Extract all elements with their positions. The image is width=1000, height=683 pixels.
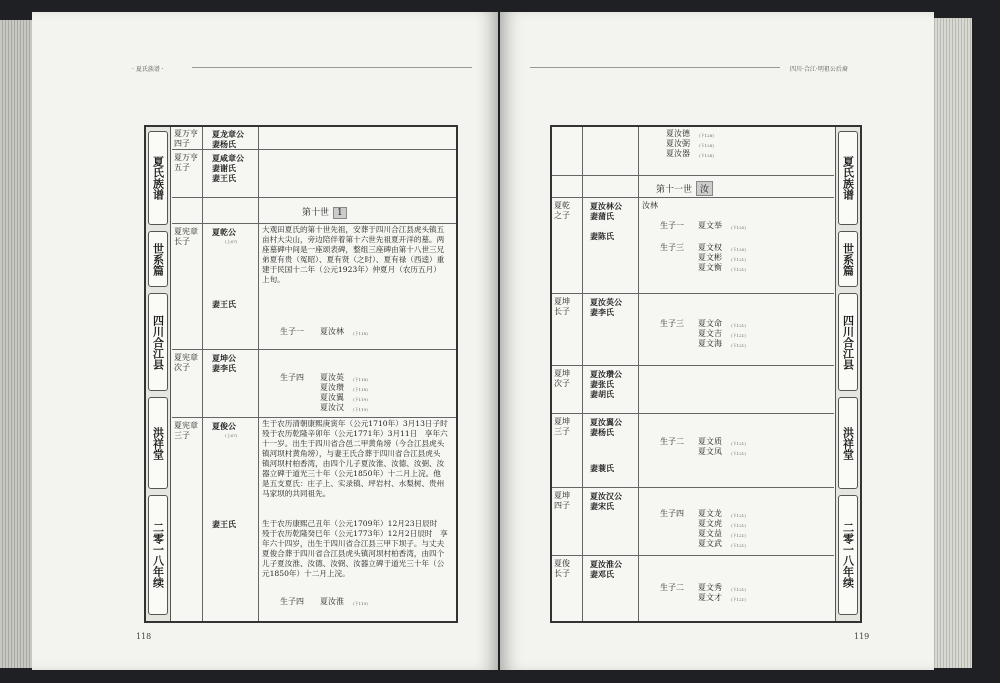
generation-label: 第十世 (302, 208, 330, 218)
cross-ref: (下120) (731, 247, 746, 252)
son-name: 夏文吉 (698, 329, 722, 338)
genealogy-frame-left (144, 125, 458, 623)
row-divider (172, 349, 456, 350)
member-cell: 夏汝汉公 妻宋氏 (590, 491, 622, 511)
parent-cell: 夏宪章 三子 (174, 421, 198, 440)
page-number-left: 118 (136, 632, 152, 641)
row-divider (552, 197, 834, 198)
sons-count: 生子三 (660, 243, 684, 252)
wife-biography: 生于农历康熙己丑年（公元1709年）12月23日辰时 殁于农历乾隆癸巳年（公元1773年）12月2日辰时 享年六十四岁，出生于四川省合江县三甲下坝子。与丈夫夏俊合葬于四川省合江县虎头镇河坝村柏香湾，由四个儿子夏汝淮、汝德、汝弼、汝器立碑于道光三十年（公元1850年）十二月上浣。 (262, 519, 448, 578)
son-name: 夏文质 (698, 437, 722, 446)
page-number-right: 119 (854, 632, 870, 641)
son-name: 夏文龙 (698, 509, 722, 518)
row-divider (552, 175, 834, 176)
generation-heading (302, 205, 347, 219)
cross-ref: (下128) (699, 133, 714, 138)
cross-ref: (下119) (353, 601, 368, 606)
sidebar-title: 夏氏族谱 (148, 131, 168, 225)
sons-count: 生子二 (660, 583, 684, 592)
son-name: 夏文权 (698, 243, 722, 252)
parent-cell: 夏坤 三子 (554, 417, 570, 436)
son-name: 夏文凤 (698, 447, 722, 456)
cross-ref: (下118) (353, 387, 368, 392)
son-name: 夏汝德 (666, 129, 690, 138)
row-divider (552, 487, 834, 488)
row-divider (172, 223, 456, 224)
column-divider (638, 127, 639, 621)
son-name: 夏汝林 (320, 327, 344, 336)
header-rule (530, 67, 780, 68)
son-name: 夏文武 (698, 539, 722, 548)
son-name: 夏文命 (698, 319, 722, 328)
son-name: 夏文秀 (698, 583, 722, 592)
son-name: 夏文益 (698, 529, 722, 538)
son-name: 夏文彬 (698, 253, 722, 262)
cross-ref: (下121) (731, 451, 746, 456)
sons-count: 生子一 (660, 221, 684, 230)
left-page (32, 12, 498, 670)
sons-count: 生子四 (280, 597, 304, 606)
sons-count: 生子一 (280, 327, 304, 336)
row-divider (172, 197, 456, 198)
parent-cell: 夏坤 次子 (554, 369, 570, 388)
cross-ref: (下121) (731, 543, 746, 548)
genealogy-frame-right (550, 125, 862, 623)
sidebar-hall: 洪祥堂 (838, 397, 858, 489)
book-edge-right (932, 18, 972, 668)
parent-cell: 夏宪章 长子 (174, 227, 198, 246)
sons-count: 生子二 (660, 437, 684, 446)
running-head-right: 四川·合江·明祖公后裔 (790, 66, 848, 73)
row-divider (552, 555, 834, 556)
cross-ref: (下121) (731, 513, 746, 518)
book-edge-left (0, 20, 32, 668)
cross-ref: (上67) (225, 433, 238, 438)
member-cell: 夏汝翼公 妻杨氏 (590, 417, 622, 437)
cross-ref: (下118) (353, 331, 368, 336)
cross-ref: (下120) (731, 225, 746, 230)
cross-ref: (下121) (731, 323, 746, 328)
sidebar-right (835, 127, 860, 621)
cross-ref: (下121) (731, 441, 746, 446)
sidebar-section: 世系篇 (838, 231, 858, 287)
member-cell: 夏汝英公 妻李氏 (590, 297, 622, 317)
son-name: 夏文虎 (698, 519, 722, 528)
son-name: 夏文衡 (698, 263, 722, 272)
member-cell: 夏坤公 妻李氏 (212, 353, 236, 373)
header-rule (192, 67, 472, 68)
cross-ref: (上67) (225, 239, 238, 244)
sons-count: 生子三 (660, 319, 684, 328)
cross-ref: (下121) (731, 343, 746, 348)
member-cell: 夏汝林公 妻蒲氏 (590, 201, 622, 221)
generation-label: 第十一世 (656, 185, 693, 195)
biography: 大观田夏氏的第十世先祖，安葬于四川合江县虎头镇五亩村大尖山，旁边陪伴着第十六世先祖夏开洋的墓。两座墓碑中间是一座颂表碑，整组三座碑由第十八世三兄弟夏有贵（冤昭）、夏有贤（之时）、夏有禄（西逵）重建于民国十二年（公元1923年）仲夏月（农历五月）上旬。 (262, 225, 445, 284)
row-divider (552, 365, 834, 366)
cross-ref: (下121) (731, 533, 746, 538)
genealogy-grid-left (172, 127, 456, 621)
sidebar-edition: 二零一八年续 (148, 495, 168, 615)
cross-ref: (下128) (699, 143, 714, 148)
parent-cell: 夏坤 四子 (554, 491, 570, 510)
parent-cell: 夏乾 之子 (554, 201, 570, 220)
column-divider (258, 127, 259, 621)
member-name: 夏俊公 (212, 421, 236, 431)
sidebar-hall: 洪祥堂 (148, 397, 168, 489)
wife-name: 妻王氏 (212, 519, 236, 529)
row-divider (552, 293, 834, 294)
cross-ref: (下118) (353, 377, 368, 382)
son-name: 夏汝翼 (320, 393, 344, 402)
member-cell: 夏龙章公 妻杨氏 (212, 129, 244, 149)
son-name: 夏汝瓒 (320, 383, 344, 392)
sons-count: 生子四 (660, 509, 684, 518)
member-cell: 夏汝瓒公 妻张氏 妻胡氏 (590, 369, 622, 399)
cross-ref: (下119) (353, 397, 368, 402)
member-cell: 夏咸章公 妻谢氏 妻王氏 (212, 153, 244, 183)
column-divider (582, 127, 583, 621)
row-divider (552, 413, 834, 414)
parent-cell: 夏万亨 五子 (174, 153, 198, 172)
cross-ref: (下121) (731, 523, 746, 528)
sidebar-region: 四川合江县 (148, 293, 168, 391)
parent-cell: 夏宪章 次子 (174, 353, 198, 372)
running-head-left: · 夏氏族谱 · (132, 66, 164, 73)
right-page (500, 12, 934, 670)
cross-ref: (下119) (353, 407, 368, 412)
cross-ref: (下121) (731, 597, 746, 602)
row-divider (172, 149, 456, 150)
wife-name: 妻王氏 (212, 299, 236, 309)
son-name: 夏汝汉 (320, 403, 344, 412)
member-cell: 夏汝淮公 妻邓氏 (590, 559, 622, 579)
wife-name: 妻蓑氏 (590, 463, 614, 473)
genealogy-grid-right (552, 127, 834, 621)
cross-ref: (下121) (731, 267, 746, 272)
sidebar-section: 世系篇 (148, 231, 168, 287)
sidebar-edition: 二零一八年续 (838, 495, 858, 615)
row-divider (172, 417, 456, 418)
parent-cell: 夏万亨 四子 (174, 129, 198, 148)
son-name: 夏汝英 (320, 373, 344, 382)
cross-ref: (下121) (731, 257, 746, 262)
cross-ref: (下128) (699, 153, 714, 158)
generation-heading (656, 181, 713, 196)
son-name: 夏文才 (698, 593, 722, 602)
cross-ref: (下121) (731, 333, 746, 338)
column-divider (202, 127, 203, 621)
son-name: 夏汝淮 (320, 597, 344, 606)
note: 汝林 (642, 201, 658, 210)
parent-cell: 夏坤 长子 (554, 297, 570, 316)
sons-count: 生子四 (280, 373, 304, 382)
generation-char: 1 (333, 207, 347, 219)
parent-cell: 夏俊 长子 (554, 559, 570, 578)
son-name: 夏汝弼 (666, 139, 690, 148)
son-name: 夏文举 (698, 221, 722, 230)
son-name: 夏文海 (698, 339, 722, 348)
sidebar-left (146, 127, 171, 621)
cross-ref: (下121) (731, 587, 746, 592)
wife-name: 妻陈氏 (590, 231, 614, 241)
generation-char: 汝 (696, 181, 713, 196)
son-name: 夏汝器 (666, 149, 690, 158)
sidebar-title: 夏氏族谱 (838, 131, 858, 225)
member-name: 夏乾公 (212, 227, 236, 237)
biography: 生于农历清朝康熙庚寅年（公元1710年）3月13日子时 殁于农历乾隆辛卯年（公元1771年）3月11日 享年六十一岁。出生于四川省合邑二甲黄角塝（今合江县虎头镇河坝村黄角塝），与妻王氏合葬于四川省合江县虎头镇河坝村柏香湾，由四个儿子夏汝淮、汝德、汝弼、汝器立碑于道光三十年（公元1850年）十二月上浣。他是五支夏氏：庄子上、实录镇、坪岩村、水梨树、贵州马家坝的共同祖先。 (262, 419, 456, 498)
sidebar-region: 四川合江县 (838, 293, 858, 391)
